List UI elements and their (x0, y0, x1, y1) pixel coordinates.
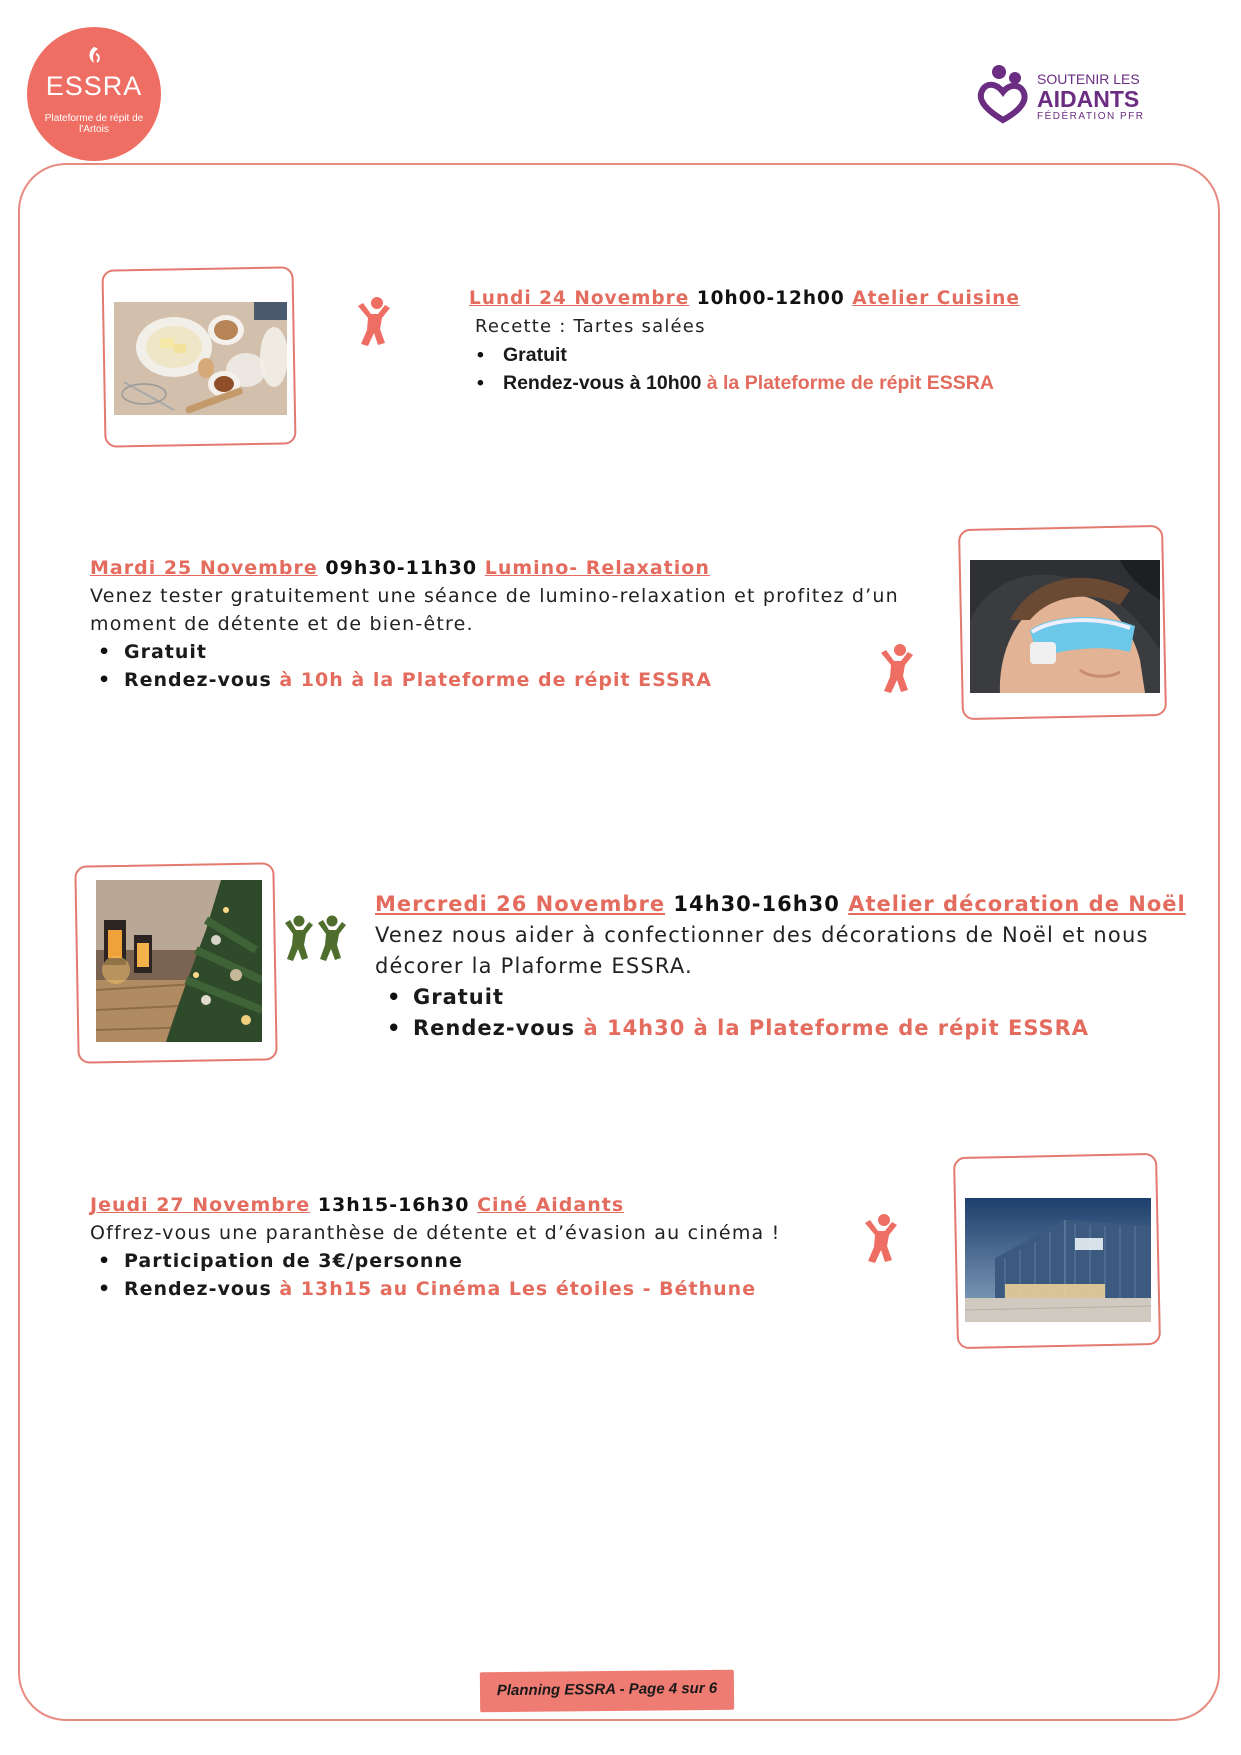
event-details-list (503, 341, 1020, 397)
single-person-icon (878, 643, 916, 695)
event-price (124, 638, 910, 666)
rdv-label: Rendez-vous à 10h00 (503, 372, 702, 394)
event-time: 09h30-11h30 (325, 557, 478, 579)
event-date: Mardi 25 Novembre (90, 557, 318, 579)
essra-logo-name: ESSRA (45, 71, 143, 101)
event-rendezvous (124, 666, 910, 694)
light-therapy-glasses-photo (970, 560, 1160, 693)
rdv-label: Rendez-vous (124, 669, 272, 691)
price-text: Gratuit (503, 344, 567, 366)
event-heading (375, 889, 1215, 920)
partner-logo-line3: FÉDÉRATION PFR (1037, 111, 1145, 122)
rdv-place: à la Plateforme de répit ESSRA (706, 372, 994, 394)
event-mercredi (375, 889, 1215, 1044)
rdv-place: à 10h à la Plateforme de répit ESSRA (279, 669, 712, 691)
price-text: Gratuit (124, 641, 207, 663)
essra-logo-subtitle: Plateforme de répit de l'Artois (44, 113, 144, 135)
event-title: Ciné Aidants (477, 1194, 625, 1216)
essra-logo (27, 27, 161, 161)
event-jeudi (90, 1191, 780, 1303)
event-lundi (469, 285, 1020, 397)
event-heading (90, 554, 910, 582)
event-date: Lundi 24 Novembre (469, 288, 690, 309)
event-rendezvous (413, 1013, 1215, 1044)
event-description: Offrez-vous une paranthèse de détente et d’évasion au cinéma ! (90, 1222, 781, 1244)
leaf-icon (84, 45, 104, 65)
event-details-list (124, 638, 910, 694)
event-description: Venez nous aider à confectionner des décorations de Noël et nous décorer la Plaforme ESSRA. (375, 923, 1149, 978)
christmas-tree-lanterns-photo (96, 880, 262, 1042)
event-title: Atelier Cuisine (852, 288, 1020, 309)
event-details-list (413, 982, 1215, 1044)
price-text: Gratuit (413, 985, 504, 1009)
event-time: 10h00-12h00 (696, 288, 845, 309)
heart-people-icon (975, 62, 1035, 126)
event-heading (469, 285, 1020, 313)
two-people-icon (284, 915, 350, 963)
event-date: Mercredi 26 Novembre (375, 892, 666, 916)
partner-logo-line1: SOUTENIR LES (1037, 71, 1140, 87)
rdv-place: à 14h30 à la Plateforme de répit ESSRA (583, 1016, 1090, 1040)
event-rendezvous (124, 1275, 780, 1303)
baking-ingredients-photo (114, 302, 287, 415)
event-price (124, 1247, 780, 1275)
partner-logo-line2: AIDANTS (1037, 86, 1140, 112)
event-time: 14h30-16h30 (673, 892, 840, 916)
event-description: Recette : Tartes salées (475, 316, 706, 337)
single-person-icon (355, 296, 393, 348)
event-time: 13h15-16h30 (317, 1194, 470, 1216)
rdv-label: Rendez-vous (413, 1016, 576, 1040)
event-heading (90, 1191, 780, 1219)
event-price (503, 341, 1020, 369)
soutenir-les-aidants-logo (975, 62, 1175, 126)
event-details-list (124, 1247, 780, 1303)
event-description: Venez tester gratuitement une séance de lumino-relaxation et profitez d’un moment de détente et de bien-être. (90, 585, 899, 635)
event-title: Atelier décoration de Noël (848, 892, 1186, 916)
event-mardi (90, 554, 910, 694)
footer-label: Planning ESSRA - Page 4 sur 6 (496, 1679, 718, 1700)
rdv-place: à 13h15 au Cinéma Les étoiles - Béthune (279, 1278, 757, 1300)
event-title: Lumino- Relaxation (484, 557, 710, 579)
footer-badge (480, 1670, 734, 1713)
event-rendezvous (503, 369, 1020, 397)
single-person-icon (862, 1213, 900, 1265)
event-date: Jeudi 27 Novembre (90, 1194, 311, 1216)
rdv-label: Rendez-vous (124, 1278, 272, 1300)
price-text: Participation de 3€/personne (124, 1250, 463, 1272)
event-price (413, 982, 1215, 1013)
cinema-building-photo (965, 1198, 1151, 1322)
